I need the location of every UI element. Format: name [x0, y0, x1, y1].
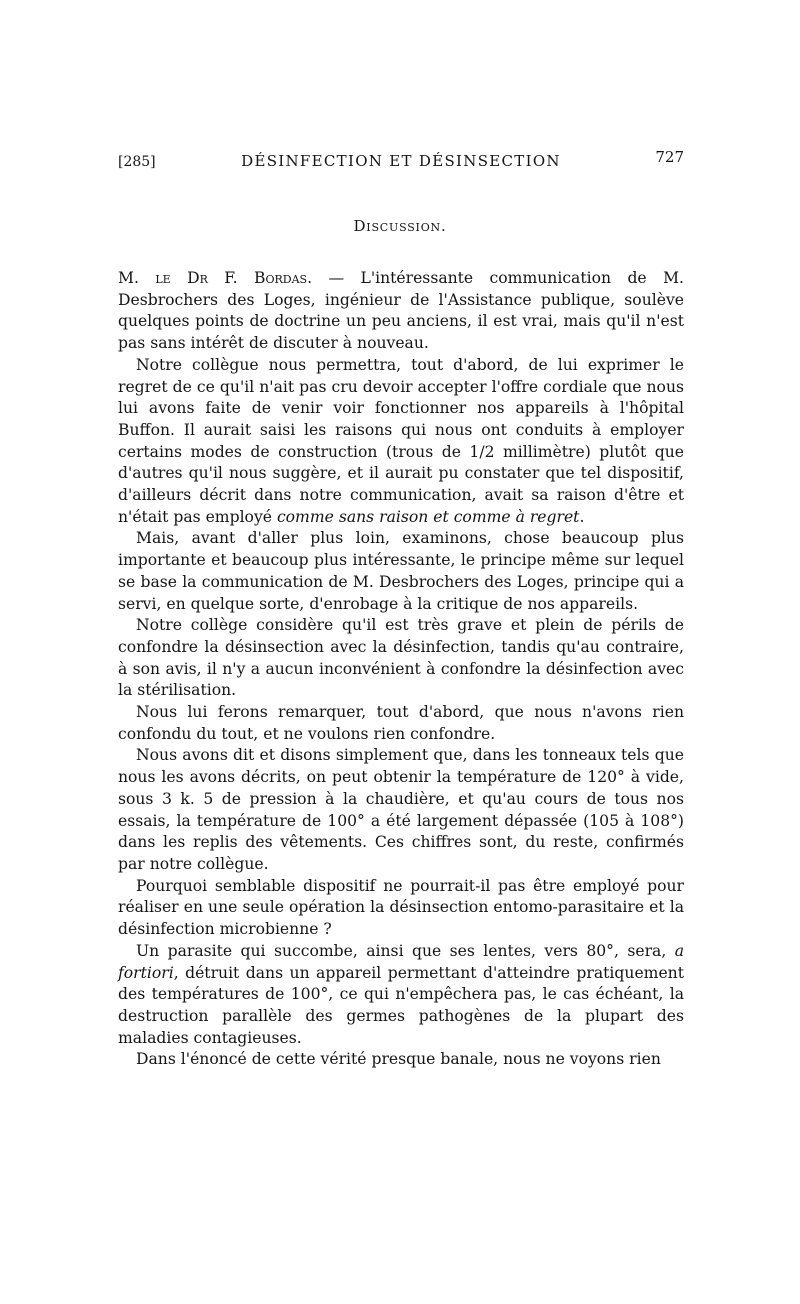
speaker-name: M. le Dr F. Bordas. [118, 269, 313, 287]
body-text [118, 268, 684, 1071]
italic-phrase: comme sans raison et comme à regret [276, 507, 580, 526]
paragraph-text: Notre collègue nous permettra, tout d'abord, de lui exprimer le regret de ce qu'il n'ait pas cru devoir accepter l'offre cordiale que nous lui avons faite de venir voir fonctionner nos appareils à l'hôpital Buffon. Il aurait saisi les raisons qui nous ont conduits à employer certains modes de construction (trous de 1/2 millimètre) plutôt que d'autres qu'il nous suggère, et il aurait pu constater que tel dispositif, d'ailleurs décrit dans notre communication, avait sa raison d'être et n'était pas employé [118, 355, 684, 526]
paragraph [118, 268, 684, 355]
paragraph [118, 355, 684, 529]
paragraph: Pourquoi semblable dispositif ne pourrait-il pas être employé pour réaliser en une seule opération la désinsection entomo-parasitaire et la désinfection microbienne ? [118, 876, 684, 939]
running-header [118, 148, 684, 172]
paragraph-text: Un parasite qui succombe, ainsi que ses lentes, vers 80°, sera, [136, 941, 675, 960]
running-title: DÉSINFECTION ET DÉSINSECTION [241, 152, 561, 170]
paragraph: Mais, avant d'aller plus loin, examinons, chose beaucoup plus importante et beaucoup plus intéressante, le principe même sur lequel se base la communication de M. Desbrochers des Loges, principe qui a servi, en quelque sorte, d'enrobage à la critique de nos appareils. [118, 529, 684, 613]
paragraph-text: . [579, 507, 585, 526]
paragraph: Dans l'énoncé de cette vérité presque banale, nous ne voyons rien [136, 1050, 661, 1069]
paragraph-text: — L'intéressante communication de M. Desbrochers des Loges, ingénieur de l'Assistance publique, soulève quelques points de doctrine un peu anciens, il est vrai, mais qu'il n'est pas sans intérêt de discuter à nouveau. [118, 269, 684, 353]
section-title: Discussion. [353, 217, 447, 235]
paragraph: Nous lui ferons remarquer, tout d'abord, que nous n'avons rien confondu du tout, et ne voulons rien confondre. [118, 703, 684, 743]
italic-phrase: a fortiori [118, 941, 684, 982]
paragraph-text: , détruit dans un appareil permettant d'atteindre pratiquement des températures de 100°, ce qui n'empêchera pas, le cas échéant, la destruction parallèle des germes pathogènes de la plupart des maladies contagieuses. [118, 963, 684, 1047]
page-number: 727 [655, 148, 684, 166]
paragraph: Notre collège considère qu'il est très grave et plein de périls de confondre la désinsection avec la désinfection, tandis qu'au contraire, à son avis, il n'y a aucun inconvénient à confondre la désinfection avec la stérilisation. [118, 616, 684, 700]
page-reference: [285] [118, 154, 156, 170]
paragraph [118, 941, 684, 1050]
paragraph: Nous avons dit et disons simplement que, dans les tonneaux tels que nous les avons décrits, on peut obtenir la température de 120° à vide, sous 3 k. 5 de pression à la chaudière, et qu'au cours de tous nos essais, la température de 100° a été largement dépassée (105 à 108°) dans les replis des vêtements. Ces chiffres sont, du reste, confirmés par notre collègue. [118, 746, 684, 873]
